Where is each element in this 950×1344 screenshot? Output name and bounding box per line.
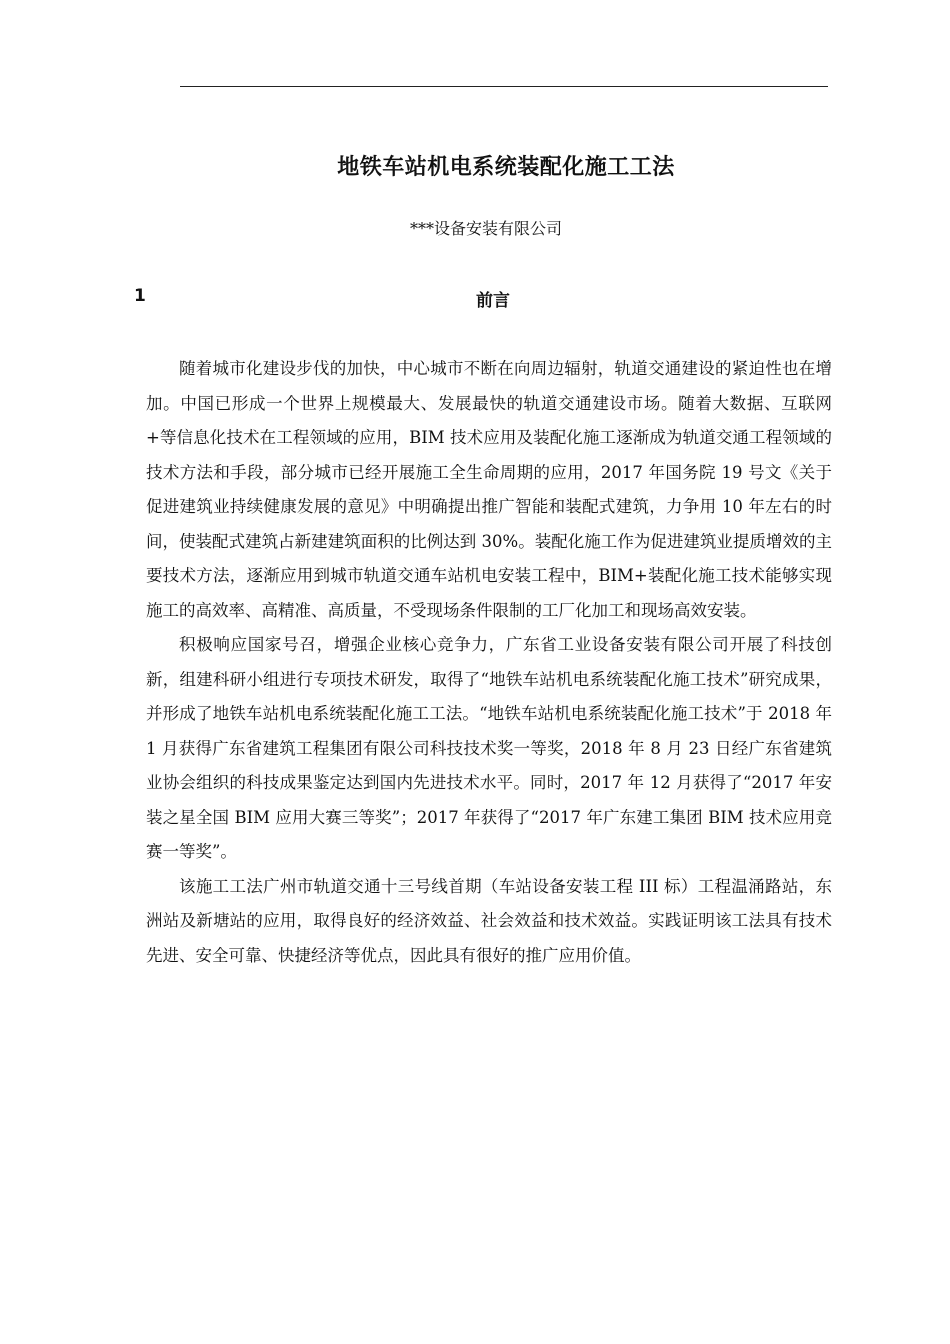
section-title: 前言 xyxy=(476,291,510,311)
company-name: ***设备安装有限公司 xyxy=(409,219,562,238)
header-rule xyxy=(180,86,828,87)
document-title: 地铁车站机电系统装配化施工工法 xyxy=(337,154,675,180)
paragraph: 该施工工法广州市轨道交通十三号线首期（车站设备安装工程 III 标）工程温涌路站，东洲站及新塘站的应用，取得良好的经济效益、社会效益和技术效益。实践证明该工法具有技术先进、安全可靠、快捷经济等优点，因此具有很好的推广应用价值。 xyxy=(146,876,832,965)
paragraph: 积极响应国家号召，增强企业核心竞争力，广东省工业设备安装有限公司开展了科技创新，组建科研小组进行专项技术研发，取得了“地铁车站机电系统装配化施工技术”研究成果，并形成了地铁车站机电系统装配化施工工法。“地铁车站机电系统装配化施工技术”于 2018 年 1 月获得广东省建筑工程集团有限公司科技技术奖一等奖，2018 年 8 月 23 日经广东省建筑业协会组织的科技成果鉴定达到国内先进技术水平。同时，2017 年 12 月获得了“2017 年安装之星全国 BIM 应用大赛三等奖”；2017 年获得了“2017 年广东建工集团 BIM 技术应用竞赛一等奖”。 xyxy=(146,635,832,861)
paragraph: 随着城市化建设步伐的加快，中心城市不断在向周边辐射，轨道交通建设的紧迫性也在增加。中国已形成一个世界上规模最大、发展最快的轨道交通建设市场。随着大数据、互联网+等信息化技术在工程领域的应用，BIM 技术应用及装配化施工逐渐成为轨道交通工程领域的技术方法和手段，部分城市已经开展施工全生命周期的应用，2017 年国务院 19 号文《关于促进建筑业持续健康发展的意见》中明确提出推广智能和装配式建筑，力争用 10 年左右的时间，使装配式建筑占新建建筑面积的比例达到 30%。装配化施工作为促进建筑业提质增效的主要技术方法，逐渐应用到城市轨道交通车站机电安装工程中，BIM+装配化施工技术能够实现施工的高效率、高精准、高质量，不受现场条件限制的工厂化加工和现场高效安装。 xyxy=(146,359,832,620)
document-body xyxy=(146,352,832,973)
section-number: 1 xyxy=(134,286,146,306)
